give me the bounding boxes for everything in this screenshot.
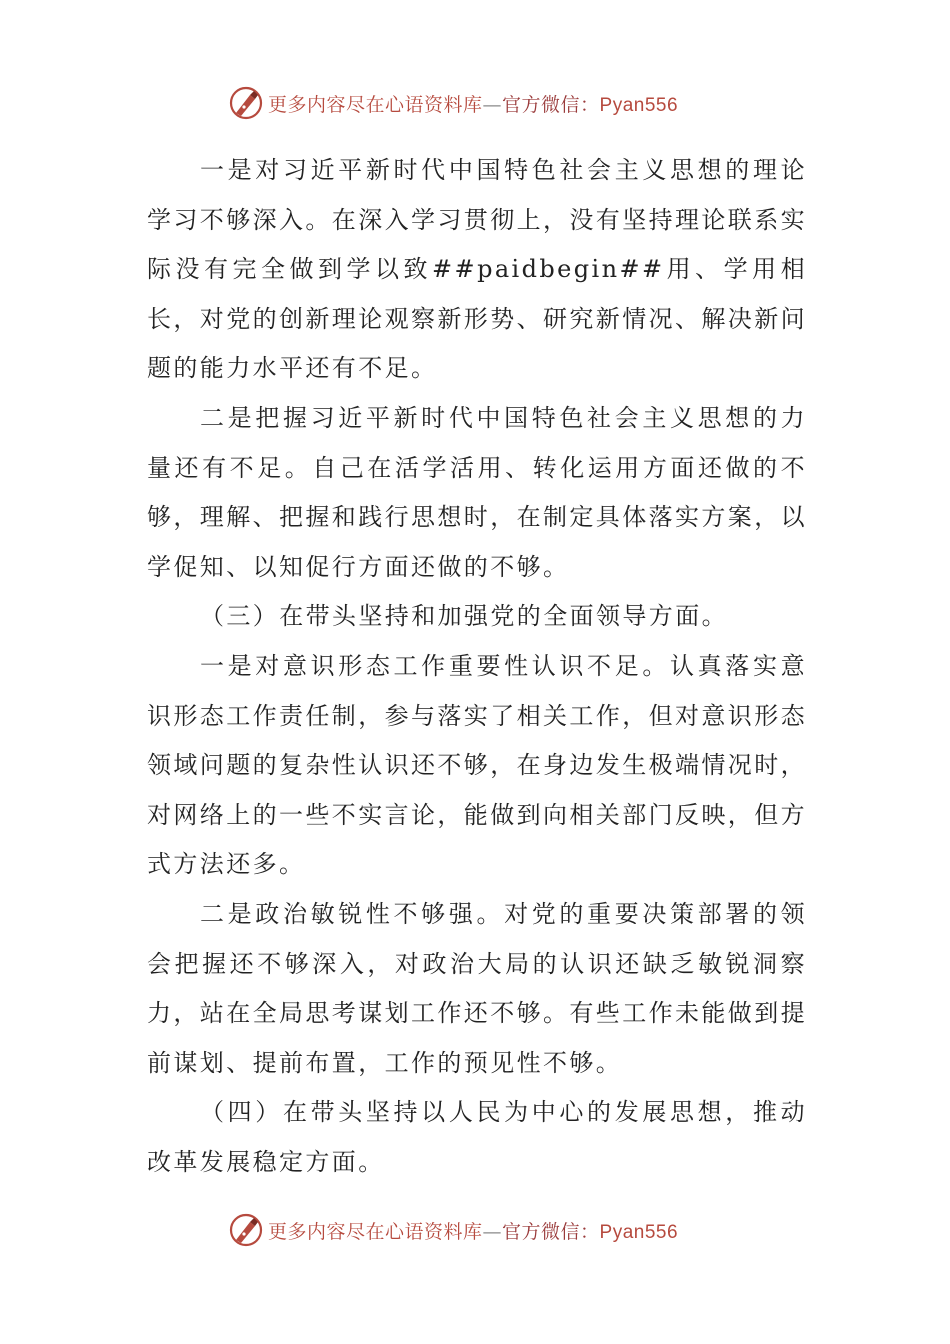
banner-separator: — [482, 1220, 503, 1243]
paragraph-1: 一是对习近平新时代中国特色社会主义思想的理论学习不够深入。在深入学习贯彻上，没有坚持理论联系实际没有完全做到学以致##paidbegin##用、学用相长，对党的创新理论观察新形势、研究新情况、解决新问题的能力水平还有不足。 [147, 156, 807, 383]
banner-separator: — [482, 93, 503, 116]
banner-wechat-id: Pyan556 [599, 1221, 679, 1243]
pen-logo-icon [228, 85, 264, 121]
banner-wechat-label: 官方微信： [502, 1220, 600, 1243]
section-heading-4: （四）在带头坚持以人民为中心的发展思想，推动改革发展稳定方面。 [147, 1098, 807, 1176]
pen-logo-icon [228, 1212, 264, 1248]
paragraph-4: 一是对意识形态工作重要性认识不足。认真落实意识形态工作责任制，参与落实了相关工作，但对意识形态领域问题的复杂性认识还不够，在身边发生极端情况时，对网络上的一些不实言论，能做到向相关部门反映，但方式方法还多。 [147, 651, 807, 879]
banner-wechat-label: 官方微信： [502, 93, 600, 116]
paragraph-2: 二是把握习近平新时代中国特色社会主义思想的力量还有不足。自己在活学活用、转化运用方面还做的不够，理解、把握和践行思想时，在制定具体落实方案，以学促知、以知促行方面还做的不够。 [147, 403, 807, 581]
paragraph-5: 二是政治敏锐性不够强。对党的重要决策部署的领会把握还不够深入，对政治大局的认识还缺乏敏锐洞察力，站在全局思考谋划工作还不够。有些工作未能做到提前谋划、提前布置，工作的预见性不够。 [147, 899, 807, 1077]
banner-wechat-id: Pyan556 [599, 94, 679, 116]
banner-main-text: 更多内容尽在心语资料库 [268, 1220, 483, 1243]
banner-text [268, 1217, 678, 1244]
footer-banner [228, 1210, 728, 1250]
header-banner [228, 83, 728, 123]
banner-main-text: 更多内容尽在心语资料库 [268, 93, 483, 116]
section-heading-3: （三）在带头坚持和加强党的全面领导方面。 [200, 602, 728, 631]
document-body [147, 146, 807, 1187]
banner-text [268, 90, 678, 117]
